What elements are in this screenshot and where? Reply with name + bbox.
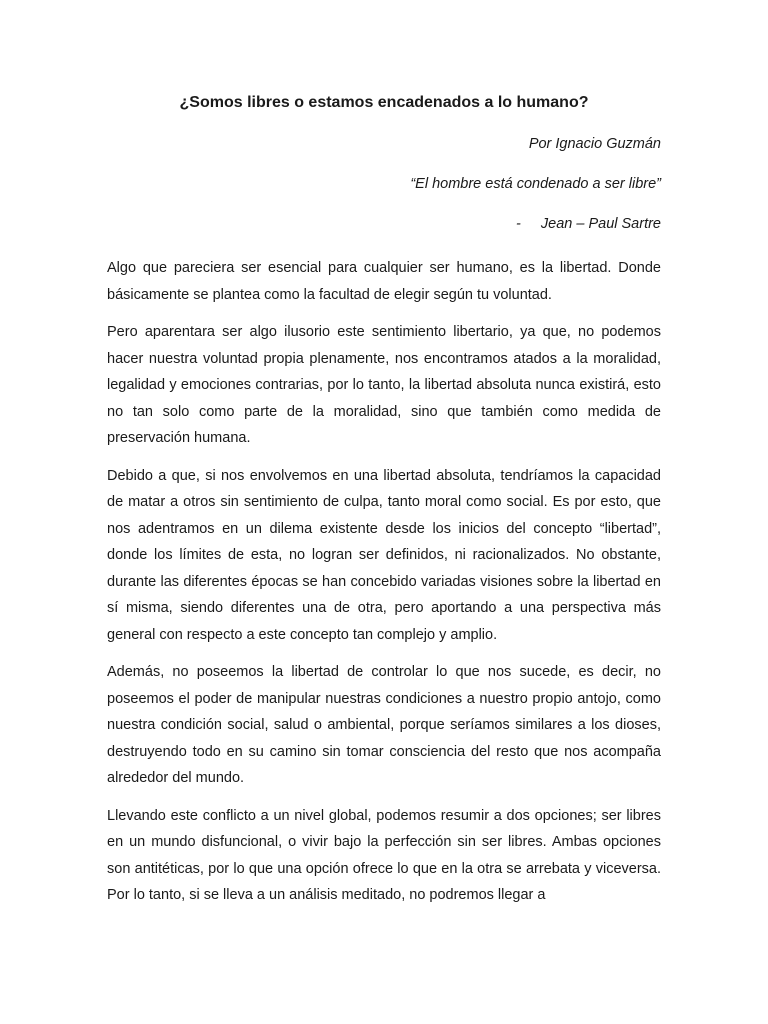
attribution-dash: -	[516, 216, 521, 232]
document-title: ¿Somos libres o estamos encadenados a lo humano?	[179, 94, 589, 111]
paragraph: Debido a que, si nos envolvemos en una libertad absoluta, tendríamos la capacidad de matar a otros sin sentimiento de culpa, tanto moral como social. Es por esto, que nos adentramos en un dilema existente desde los inicios del concepto “libertad”, donde los límites de esta, no logran ser definidos, ni racionalizados. No obstante, durante las diferentes épocas se han concebido variadas visiones sobre la libertad en sí misma, siendo diferentes una de otra, pero aportando a una perspectiva más general con respecto a este concepto tan complejo y amplio.	[107, 467, 661, 643]
epigraph-author: Jean – Paul Sartre	[540, 216, 661, 232]
paragraph: Además, no poseemos la libertad de controlar lo que nos sucede, es decir, no poseemos el poder de manipular nuestras condiciones a nuestro propio antojo, como nuestra condición social, salud o ambiental, porque seríamos similares a los dioses, destruyendo todo en su camino sin tomar consciencia del resto que nos acompaña alrededor del mundo.	[107, 664, 661, 786]
author-line: Por Ignacio Guzmán	[528, 136, 661, 152]
epigraph-quote: “El hombre está condenado a ser libre”	[410, 176, 661, 192]
epigraph-attribution	[107, 214, 661, 235]
paragraph: Algo que pareciera ser esencial para cualquier ser humano, es la libertad. Donde básicamente se plantea como la facultad de elegir según tu voluntad.	[107, 260, 661, 303]
paragraph: Llevando este conflicto a un nivel global, podemos resumir a dos opciones; ser libres en un mundo disfuncional, o vivir bajo la perfección sin ser libres. Ambas opciones son antitéticas, por lo que una opción ofrece lo que en la otra se arrebata y viceversa. Por lo tanto, si se lleva a un análisis meditado, no podremos llegar a	[107, 807, 661, 903]
paragraph: Pero aparentara ser algo ilusorio este sentimiento libertario, ya que, no podemos hacer nuestra voluntad propia plenamente, nos encontramos atados a la moralidad, legalidad y emociones contrarias, por lo tanto, la libertad absoluta nunca existirá, esto no tan solo como parte de la moralidad, sino que también como medida de preservación humana.	[107, 324, 661, 446]
document-page	[107, 88, 661, 920]
